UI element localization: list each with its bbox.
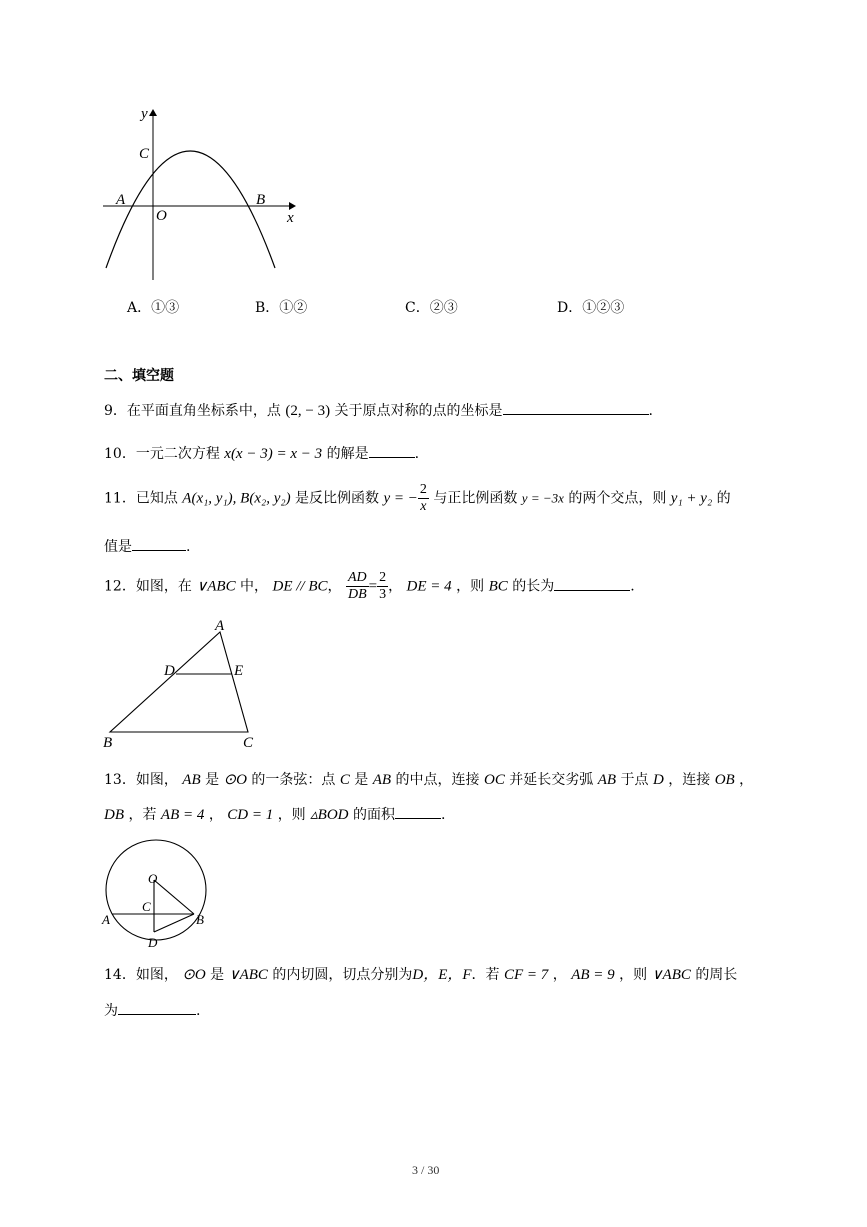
q11-text5: 的 xyxy=(716,490,731,507)
section-title: 二、填空题 xyxy=(104,368,174,384)
q9-point: (2, − 3) xyxy=(285,403,331,419)
q9-number: 9． xyxy=(104,403,127,419)
q14-end: . xyxy=(196,1003,201,1019)
label-o: O xyxy=(148,871,158,886)
q12-bc: BC xyxy=(488,578,508,595)
q14-text7: 的周长 xyxy=(695,967,738,983)
q9-text2: 关于原点对称的点的坐标是 xyxy=(334,403,503,419)
q12-parallel: DE // BC xyxy=(272,578,328,595)
label-c: C xyxy=(243,735,254,751)
q12-text1: 如图，在 xyxy=(135,578,192,595)
question-10 xyxy=(104,443,419,463)
q13-text9: ， xyxy=(739,772,754,788)
q11-line2: 值是 xyxy=(104,539,132,555)
triangle-figure xyxy=(98,618,268,753)
q10-text1: 一元二次方程 xyxy=(135,446,220,462)
q9-end: . xyxy=(648,403,653,419)
q14-points: D，E，F xyxy=(412,967,472,983)
label-b: B xyxy=(103,735,113,751)
question-11 xyxy=(104,482,731,515)
q13-ab: AB xyxy=(182,772,201,788)
q13-text3: 的一条弦：点 xyxy=(251,772,336,788)
q13-ob: OB xyxy=(714,772,735,788)
q10-answer-blank[interactable] xyxy=(369,443,415,458)
q11-frac-den: x xyxy=(420,499,427,514)
label-y: y xyxy=(141,106,148,122)
q14-triangle: ∨ABC xyxy=(228,967,268,983)
q12-end: . xyxy=(630,578,635,595)
q13-ab4: AB = 4 xyxy=(160,807,205,823)
label-b: B xyxy=(256,192,266,208)
label-b: B xyxy=(196,912,204,927)
q13-text5: 的中点，连接 xyxy=(395,772,480,788)
q13-line2-t4: 的面积 xyxy=(352,807,395,823)
q12-eq: = xyxy=(368,578,378,595)
option-b[interactable]: B．①② xyxy=(255,300,308,316)
q13-oc: OC xyxy=(483,772,505,788)
q13-number: 13． xyxy=(104,772,136,788)
label-o: O xyxy=(156,208,167,224)
q12-triangle: ∨ABC xyxy=(196,578,236,595)
q13-line2-t1: ，若 xyxy=(128,807,157,823)
q10-number: 10． xyxy=(104,446,136,462)
q12-de: DE = 4 xyxy=(406,578,452,595)
q12-text4: 的长为 xyxy=(512,578,555,595)
label-d: D xyxy=(148,935,158,950)
q14-text2: 是 xyxy=(210,967,225,983)
q14-ab: AB = 9 xyxy=(571,967,615,983)
q11-func1-lhs: y = − xyxy=(383,490,418,507)
q12-answer-blank[interactable] xyxy=(554,576,630,591)
q12-ratio-num: AD xyxy=(347,570,367,585)
q13-text4: 是 xyxy=(354,772,369,788)
q11-end: . xyxy=(186,539,191,555)
question-13-line2 xyxy=(104,804,445,824)
q10-equation: x(x − 3) = x − 3 xyxy=(224,446,323,462)
q14-text5: ， xyxy=(552,967,567,983)
question-9 xyxy=(104,400,653,420)
option-c[interactable]: C．②③ xyxy=(405,300,458,316)
q14-number: 14． xyxy=(104,967,136,983)
q11-text4: 的两个交点，则 xyxy=(568,490,667,507)
q10-text2: 的解是 xyxy=(326,446,369,462)
q13-ab2: AB xyxy=(372,772,392,788)
q13-text8: ，连接 xyxy=(668,772,711,788)
label-c: C xyxy=(139,146,150,162)
q13-text7: 于点 xyxy=(620,772,649,788)
q12-ratio-fraction xyxy=(346,570,369,603)
q9-answer-blank[interactable] xyxy=(503,400,649,415)
label-c: C xyxy=(142,899,151,914)
q13-circle: ⊙O xyxy=(223,772,247,788)
q12-ratio-den: DB xyxy=(347,587,367,602)
q14-text6: ，则 xyxy=(619,967,648,983)
q11-text1: 已知点 xyxy=(135,490,178,507)
q12-text2: 中， xyxy=(240,578,269,595)
q12-comma2: ， xyxy=(388,578,403,595)
q13-text2: 是 xyxy=(205,772,220,788)
label-a: A xyxy=(102,912,110,927)
question-14 xyxy=(104,963,737,984)
label-e: E xyxy=(234,663,244,679)
label-x: x xyxy=(287,210,294,226)
q13-d: D xyxy=(652,772,664,788)
q11-sum: y₁ + y₂ xyxy=(670,490,713,507)
q13-cd: CD = 1 xyxy=(227,807,274,823)
q13-answer-blank[interactable] xyxy=(395,804,441,819)
page-number: 3 / 30 xyxy=(412,1163,440,1177)
q14-text1: 如图， xyxy=(135,967,178,983)
q11-fraction xyxy=(418,482,429,515)
q13-end: . xyxy=(440,807,446,823)
q13-line2-t3: ，则 xyxy=(277,807,306,823)
segment-db xyxy=(154,914,194,932)
q12-value-fraction xyxy=(377,570,388,603)
label-d: D xyxy=(164,663,175,679)
q11-answer-blank[interactable] xyxy=(132,536,186,551)
q13-bod: ▵BOD xyxy=(310,807,349,823)
q13-text1: 如图， xyxy=(135,772,178,788)
question-11-line2 xyxy=(104,536,190,556)
q13-line2-t2: ， xyxy=(208,807,223,823)
q13-ab3: AB xyxy=(597,772,617,788)
option-d[interactable]: D．①②③ xyxy=(557,300,625,316)
segment-ob xyxy=(154,880,194,914)
parabola-curve xyxy=(106,151,275,268)
q13-c: C xyxy=(339,772,350,788)
option-a[interactable]: A．①③ xyxy=(127,300,180,316)
circle-o xyxy=(106,840,206,940)
q14-circle: ⊙O xyxy=(182,967,206,983)
q13-db: DB xyxy=(104,807,124,823)
q12-comma1: ， xyxy=(327,578,342,595)
q11-text3: 与正比例函数 xyxy=(433,490,518,507)
q11-points: A(x₁, y₁), B(x₂, y₂) xyxy=(182,490,291,507)
q12-value-den: 3 xyxy=(379,587,387,602)
q14-line2: 为 xyxy=(104,1003,118,1019)
question-12 xyxy=(104,570,635,603)
question-13 xyxy=(104,769,753,789)
q9-text1: 在平面直角坐标系中，点 xyxy=(126,403,281,419)
q11-func2: y = −3x xyxy=(521,490,564,506)
q11-number: 11． xyxy=(104,490,136,507)
q14-text4: ．若 xyxy=(471,967,500,983)
q11-frac-num: 2 xyxy=(419,482,427,497)
q11-text2: 是反比例函数 xyxy=(295,490,380,507)
q10-end: . xyxy=(414,446,420,462)
label-a: A xyxy=(116,192,126,208)
circle-figure xyxy=(98,836,218,952)
q12-value-num: 2 xyxy=(379,570,387,585)
q12-number: 12． xyxy=(104,578,136,595)
q14-text3: 的内切圆，切点分别为 xyxy=(272,967,413,983)
q13-text6: 并延长交劣弧 xyxy=(509,772,594,788)
q14-cf: CF = 7 xyxy=(503,967,549,983)
triangle-abc xyxy=(110,632,248,732)
q14-triangle2: ∨ABC xyxy=(651,967,691,983)
q14-answer-blank[interactable] xyxy=(118,1000,196,1015)
q12-text3: ，则 xyxy=(456,578,485,595)
question-14-line2 xyxy=(104,1000,200,1020)
parabola-figure xyxy=(95,100,310,290)
label-a: A xyxy=(215,618,225,634)
